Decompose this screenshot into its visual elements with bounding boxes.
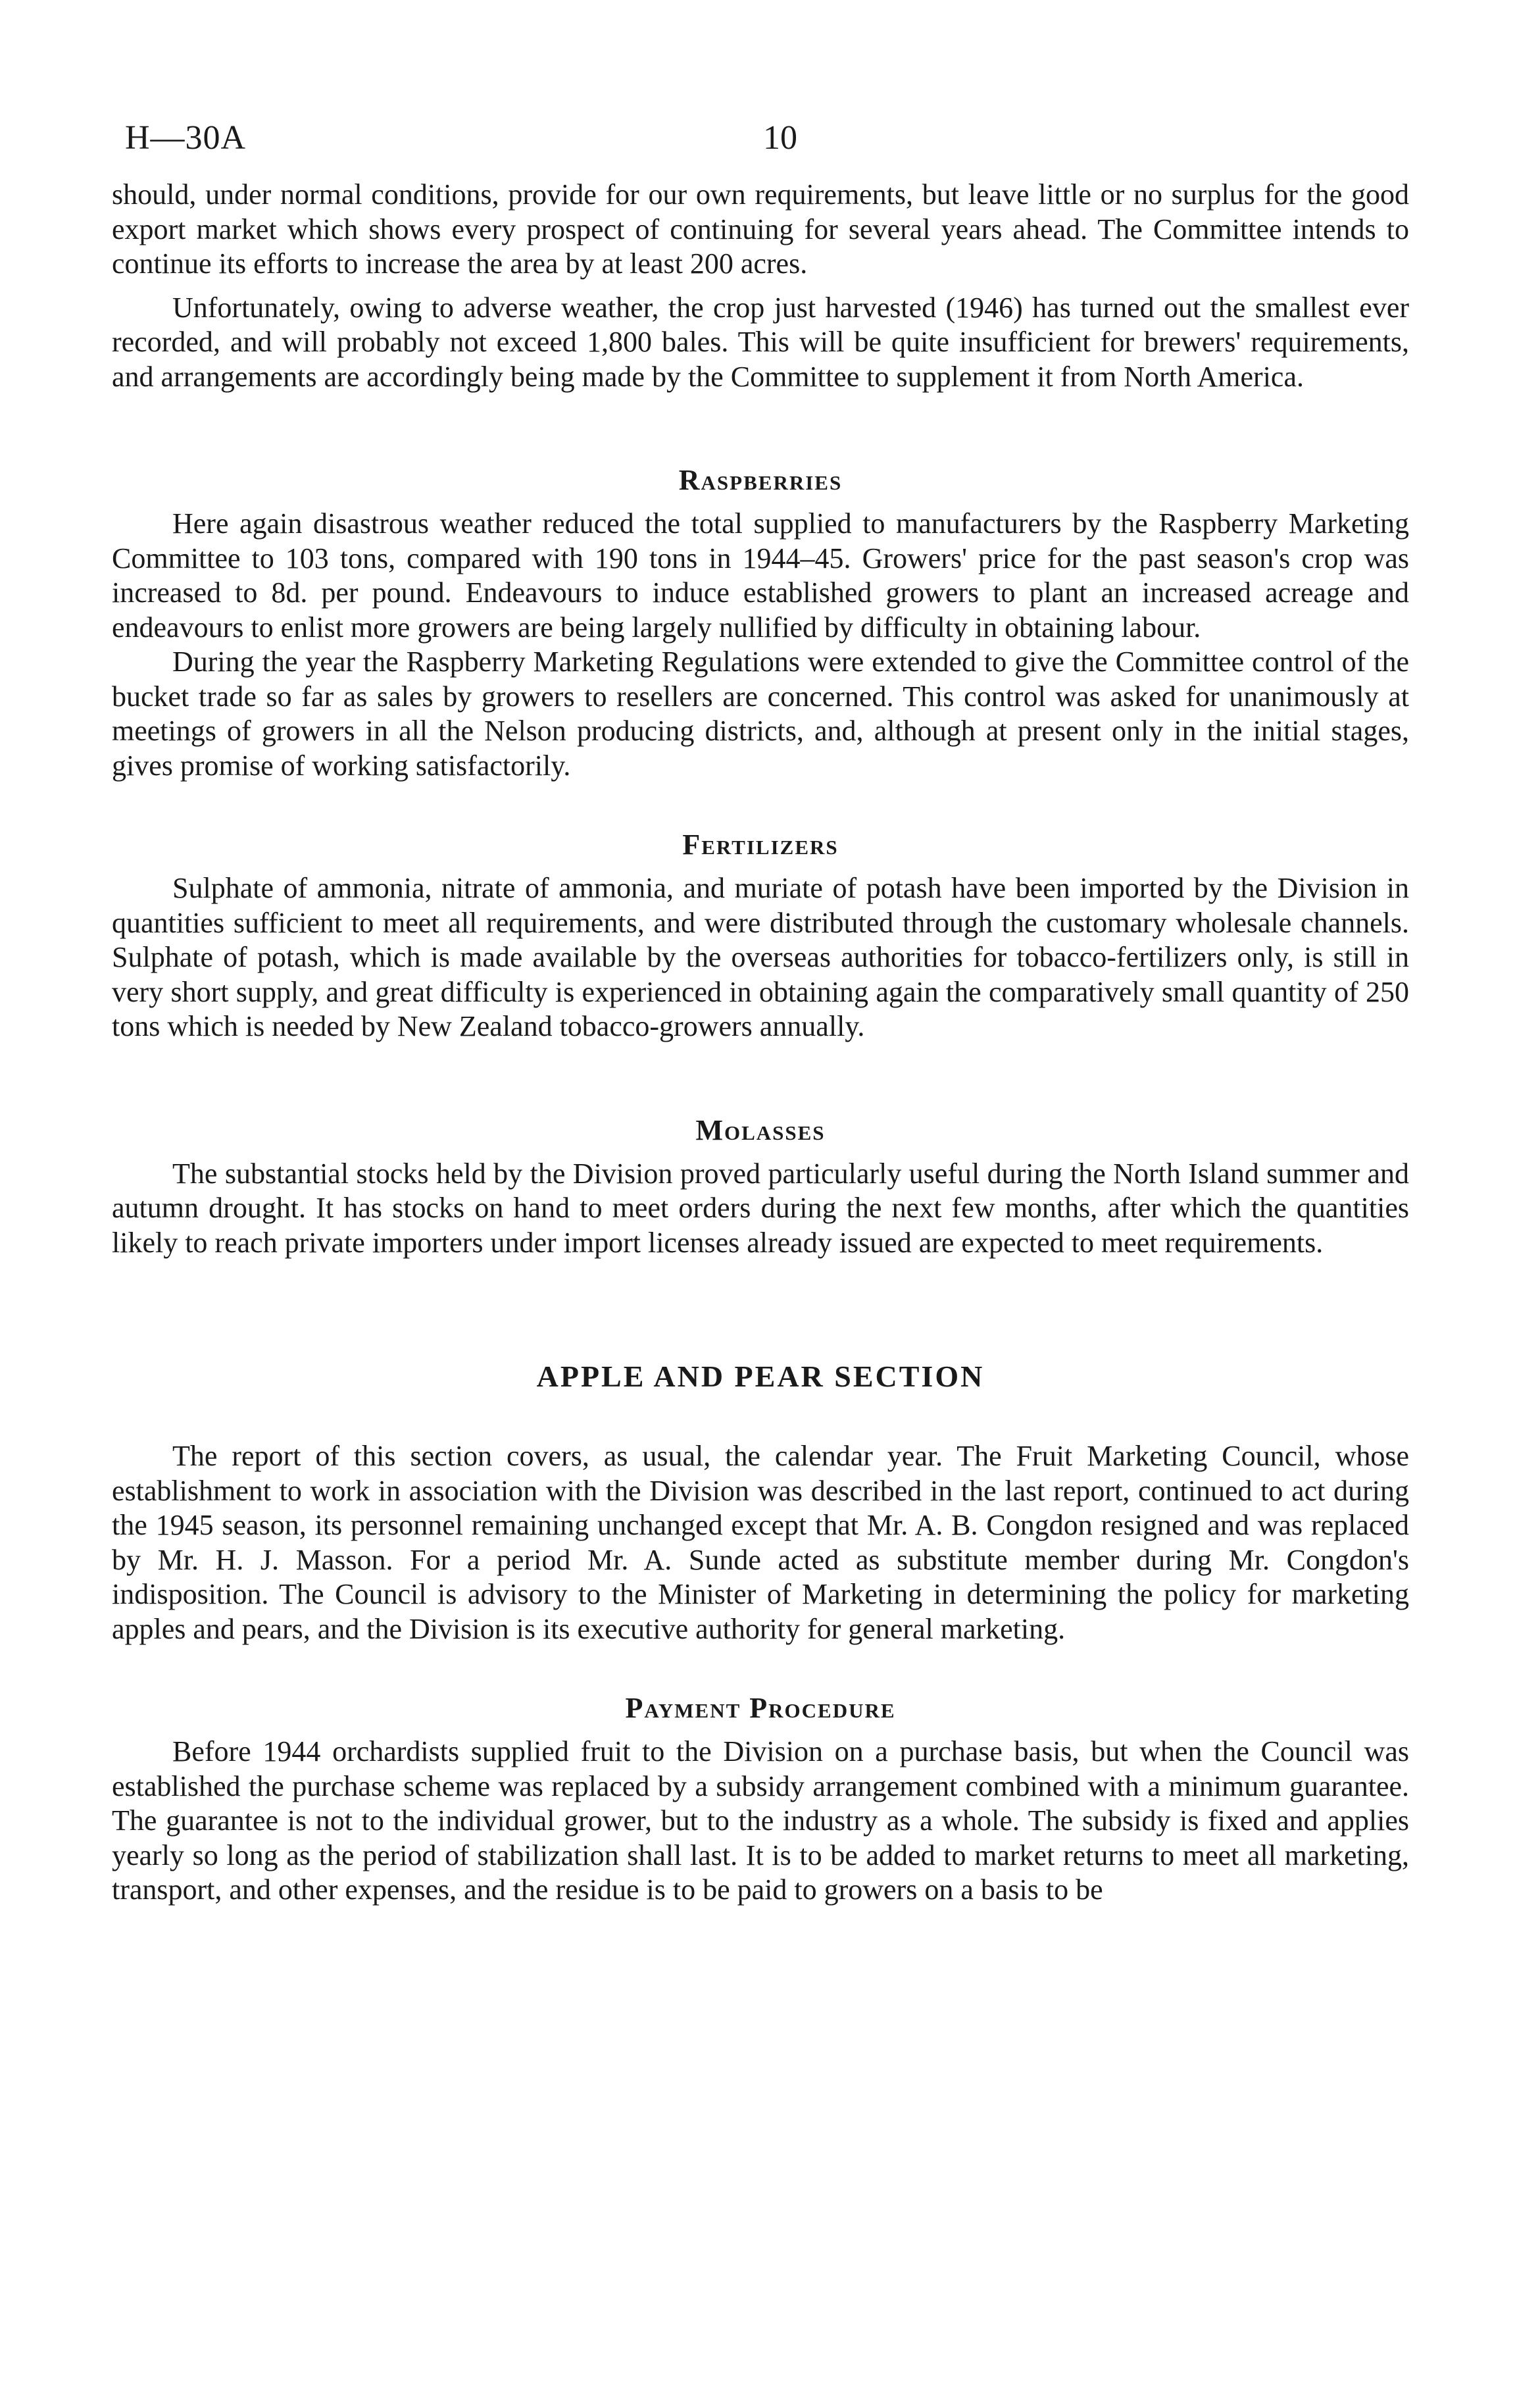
paragraph-continued: should, under normal conditions, provide for our own requirements, but leave little or no surplus for the good export market which shows every prospect of continuing for several years ahead. The Committee intends to continue its efforts to increase the area by at least 200 acres. (112, 178, 1409, 280)
paragraph-molasses: The substantial stocks held by the Division proved particularly useful during the North Island summer and autumn drought. It has stocks on hand to meet orders during the next few months, after which the quantities likely to reach private importers under import licenses already issued are expected to meet requirements. (112, 1157, 1409, 1259)
paragraph-fertilizers: Sulphate of ammonia, nitrate of ammonia, and muriate of potash have been imported by the Division in quantities sufficient to meet all requirements, and were distributed through the customary wholesale channels. Sulphate of potash, which is made available by the overseas authorities for tobacco-fertilizers only, is still in very short supply, and great difficulty is experienced in obtaining again the comparatively small quantity of 250 tons which is needed by New Zealand tobacco-growers annually. (112, 872, 1409, 1042)
document-reference: H—30A (125, 119, 247, 157)
paragraph-apple-pear-report: The report of this section covers, as usual, the calendar year. The Fruit Marketing Council, whose establishment to work in association with the Division was described in the last report, continued to act during the 1945 season, its personnel remaining unchanged except that Mr. A. B. Congdon resigned and was replaced by Mr. H. J. Masson. For a period Mr. A. Sunde acted as substitute member during Mr. Congdon's indisposition. The Council is advisory to the Minister of Marketing in determining the policy for marketing apples and pears, and the Division is its executive authority for general marketing. (112, 1440, 1409, 1645)
page-number: 10 (763, 119, 797, 157)
heading-raspberries: Raspberries (678, 464, 843, 496)
heading-fertilizers: Fertilizers (682, 828, 839, 861)
paragraph-payment-procedure: Before 1944 orchardists supplied fruit to the Division on a purchase basis, but when the Council was established the purchase scheme was replaced by a subsidy arrangement combined with a minimum guarantee. The guarantee is not to the individual grower, but to the industry as a whole. The subsidy is fixed and applies yearly so long as the period of stabilization shall last. It is to be added to market returns to meet all marketing, transport, and other expenses, and the residue is to be paid to growers on a basis to be (112, 1735, 1409, 1906)
heading-apple-and-pear-section: APPLE AND PEAR SECTION (536, 1360, 985, 1393)
heading-payment-procedure: Payment Procedure (625, 1692, 896, 1724)
paragraph-raspberries-supply: Here again disastrous weather reduced the total supplied to manufacturers by the Raspberry Marketing Committee to 103 tons, compared with 190 tons in 1944–45. Growers' price for the past season's crop was increased to 8d. per pound. Endeavours to induce established growers to plant an increased acreage and endeavours to enlist more growers are being largely nullified by difficulty in obtaining labour. (112, 507, 1409, 644)
paragraph-raspberries-regulations: During the year the Raspberry Marketing Regulations were extended to give the Committee control of the bucket trade so far as sales by growers to resellers are concerned. This control was asked for unanimously at meetings of growers in all the Nelson producing districts, and, although at present only in the initial stages, gives promise of working satisfactorily. (112, 646, 1409, 782)
heading-molasses: Molasses (695, 1113, 826, 1146)
paragraph-hops-crop: Unfortunately, owing to adverse weather, the crop just harvested (1946) has turned out the smallest ever recorded, and will probably not exceed 1,800 bales. This will be quite insufficient for brewers' requirements, and arrangements are accordingly being made by the Committee to supplement it from North America. (112, 291, 1409, 393)
page-header (112, 118, 1409, 178)
page (112, 118, 1409, 1908)
